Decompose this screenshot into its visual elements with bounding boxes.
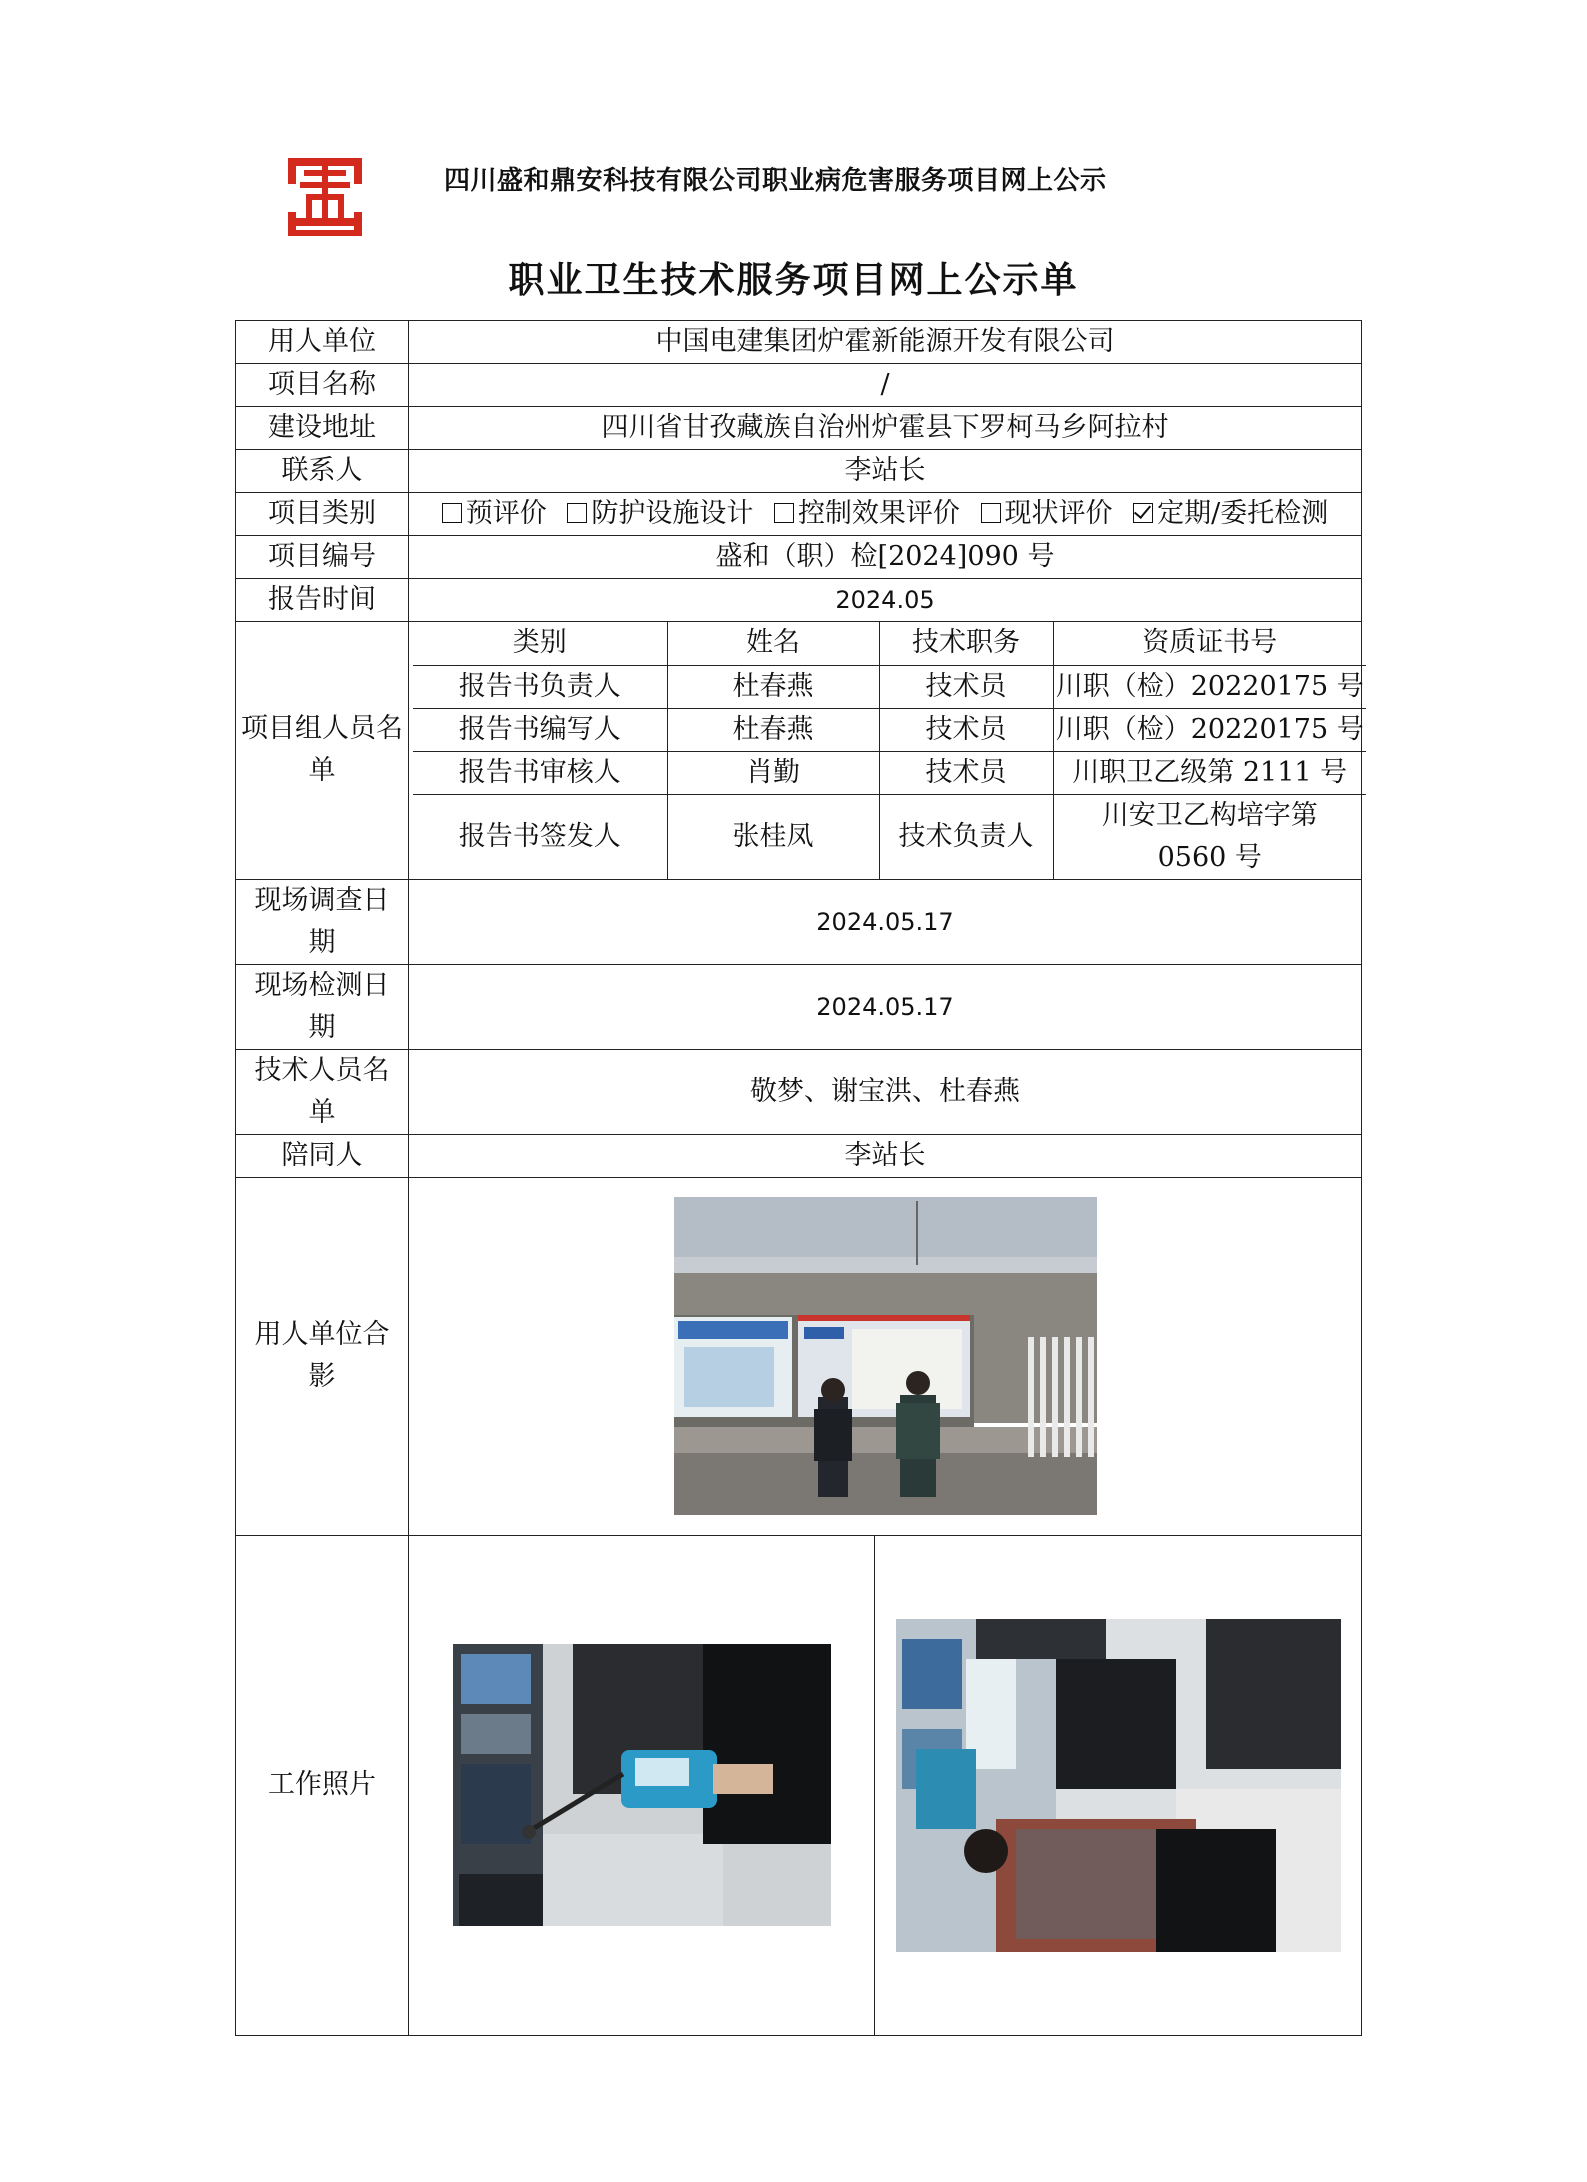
document-title: 职业卫生技术服务项目网上公示单 [508,259,1079,301]
checkbox-icon [981,503,1001,523]
member-title: 技术员 [879,708,1053,751]
company-title: 四川盛和鼎安科技有限公司职业病危害服务项目网上公示 [444,166,1107,196]
address-value: 四川省甘孜藏族自治州炉霍县下罗柯马乡阿拉村 [409,407,1362,450]
member-role: 报告书编写人 [413,708,667,751]
team-cell [409,622,1362,880]
team-member-row [413,708,1366,751]
row-team [236,622,1362,880]
category-option: 定期/委托检测 [1133,498,1328,529]
escort-label: 陪同人 [236,1134,409,1177]
project-no-label: 项目编号 [236,536,409,579]
checkbox-checked-icon [1133,503,1153,523]
category-option: 防护设施设计 [567,498,753,529]
member-title: 技术员 [879,665,1053,708]
member-name: 张桂凤 [667,794,879,879]
address-label: 建设地址 [236,407,409,450]
tech-staff-value: 敬梦、谢宝洪、杜春燕 [409,1049,1362,1134]
row-contact [236,450,1362,493]
report-time-value: 2024.05 [409,579,1362,622]
member-name: 杜春燕 [667,708,879,751]
row-project-no [236,536,1362,579]
survey-date-value: 2024.05.17 [409,879,1362,964]
group-photo-image [674,1197,1097,1515]
row-tech-staff [236,1049,1362,1134]
member-role: 报告书负责人 [413,665,667,708]
category-option: 预评价 [442,498,547,529]
work-photos-label: 工作照片 [236,1535,409,2035]
category-option: 现状评价 [981,498,1113,529]
row-test-date [236,964,1362,1049]
team-table [413,622,1366,879]
contact-value: 李站长 [409,450,1362,493]
employer-label: 用人单位 [236,321,409,364]
member-role: 报告书签发人 [413,794,667,879]
row-report-time [236,579,1362,622]
row-employer [236,321,1362,364]
work-photo-cell-2 [875,1535,1362,2035]
tech-staff-label: 技术人员名单 [236,1049,409,1134]
work-photo-cell-1 [409,1535,875,2035]
project-name-label: 项目名称 [236,364,409,407]
member-cert: 川安卫乙构培字第 0560 号 [1053,794,1366,879]
checkbox-icon [774,503,794,523]
category-options [409,493,1362,536]
contact-label: 联系人 [236,450,409,493]
row-group-photo [236,1177,1362,1535]
team-member-row [413,794,1366,879]
checkbox-icon [442,503,462,523]
checkbox-icon [567,503,587,523]
report-time-label: 报告时间 [236,579,409,622]
member-cert: 川职（检）20220175 号 [1053,665,1366,708]
work-photo-image-2 [896,1619,1341,1952]
employer-value: 中国电建集团炉霍新能源开发有限公司 [409,321,1362,364]
team-header: 姓名 [667,622,879,665]
category-option: 控制效果评价 [774,498,960,529]
group-photo-label: 用人单位合影 [236,1177,409,1535]
publicity-table [235,320,1362,2036]
team-header: 资质证书号 [1053,622,1366,665]
test-date-value: 2024.05.17 [409,964,1362,1049]
member-title: 技术员 [879,751,1053,794]
team-member-row [413,751,1366,794]
project-no-value: 盛和（职）检[2024]090 号 [409,536,1362,579]
team-member-row [413,665,1366,708]
row-address [236,407,1362,450]
test-date-label: 现场检测日期 [236,964,409,1049]
row-project-name [236,364,1362,407]
row-work-photos [236,1535,1362,2035]
row-category [236,493,1362,536]
member-cert: 川职卫乙级第 2111 号 [1053,751,1366,794]
row-escort [236,1134,1362,1177]
team-label: 项目组人员名单 [236,622,409,880]
team-header-row [413,622,1366,665]
escort-value: 李站长 [409,1134,1362,1177]
member-title: 技术负责人 [879,794,1053,879]
member-name: 杜春燕 [667,665,879,708]
category-label: 项目类别 [236,493,409,536]
group-photo-cell [409,1177,1362,1535]
team-header: 类别 [413,622,667,665]
sheng-seal-logo [286,156,364,238]
member-name: 肖勤 [667,751,879,794]
work-photo-image-1 [453,1644,831,1926]
project-name-value: / [409,364,1362,407]
member-role: 报告书审核人 [413,751,667,794]
row-survey-date [236,879,1362,964]
member-cert: 川职（检）20220175 号 [1053,708,1366,751]
team-header: 技术职务 [879,622,1053,665]
survey-date-label: 现场调查日期 [236,879,409,964]
